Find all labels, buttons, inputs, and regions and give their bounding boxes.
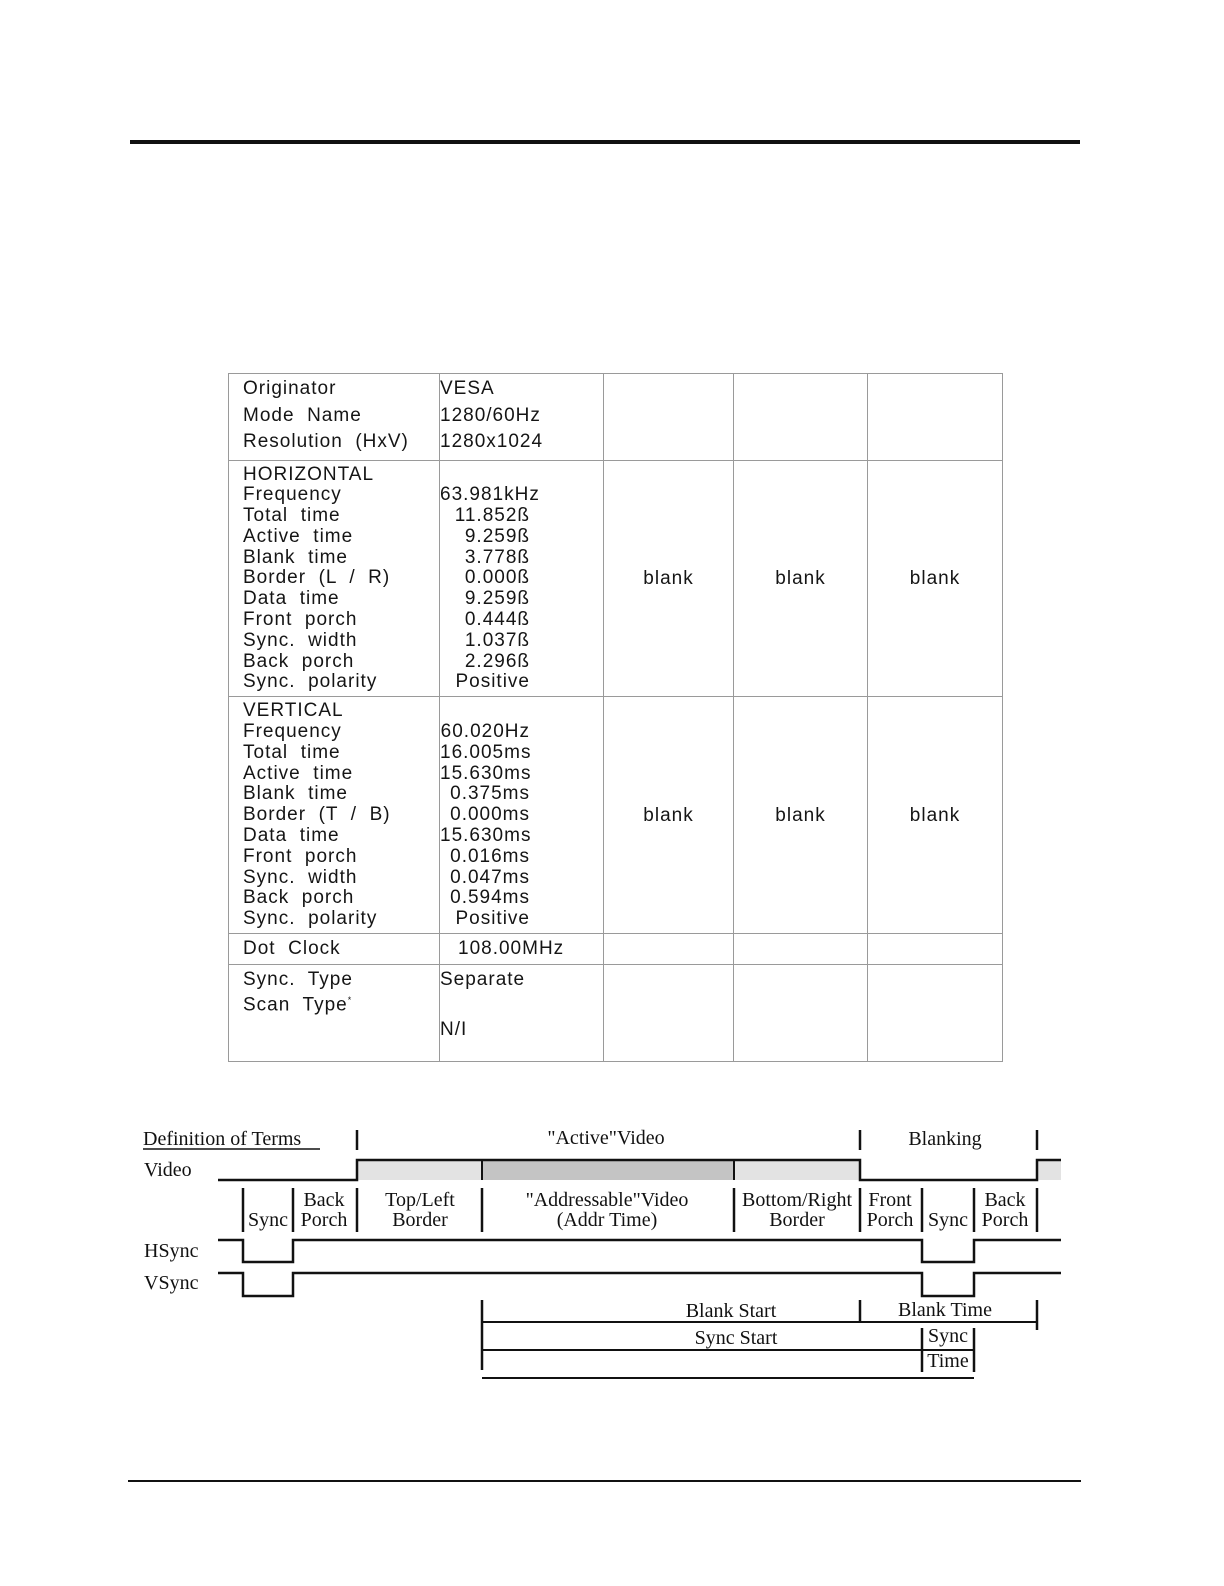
v-label: Active time bbox=[243, 762, 354, 784]
back-label: Back bbox=[984, 1189, 1026, 1211]
sync-start-label: Sync Start bbox=[694, 1327, 778, 1349]
vertical-values bbox=[440, 697, 604, 934]
v-value: Positive bbox=[455, 908, 530, 930]
blank-cell: blank bbox=[868, 460, 1003, 697]
timing-table bbox=[228, 373, 1003, 1062]
v-label: Back porch bbox=[243, 887, 355, 909]
empty-cell bbox=[734, 934, 868, 965]
blank-cell: blank bbox=[604, 697, 734, 934]
hsync-signal-line bbox=[218, 1240, 1061, 1262]
blank-cell: blank bbox=[868, 697, 1003, 934]
h-value: 11.852ß bbox=[454, 505, 530, 527]
active-video-label: "Active"Video bbox=[547, 1127, 665, 1149]
value-resolution: 1280x1024 bbox=[440, 431, 544, 452]
porch-label: Porch bbox=[866, 1209, 914, 1231]
vsync-label: VSync bbox=[144, 1272, 199, 1294]
v-value: 15.630ms bbox=[440, 762, 532, 784]
h-value: 1.037ß bbox=[464, 629, 530, 651]
table-row-vertical bbox=[229, 697, 1003, 934]
vsync-signal-line bbox=[218, 1273, 1061, 1296]
sync-label: Sync bbox=[928, 1209, 968, 1231]
v-label: Sync. polarity bbox=[243, 908, 378, 930]
back-label: Back bbox=[303, 1189, 345, 1211]
h-label: Border (L / R) bbox=[243, 567, 391, 589]
v-value: 0.594ms bbox=[450, 887, 530, 909]
v-label: Border (T / B) bbox=[243, 804, 391, 826]
bottom-rule bbox=[128, 1480, 1081, 1482]
top-left-label: Top/Left bbox=[385, 1189, 455, 1211]
v-label: Frequency bbox=[243, 721, 342, 743]
mode-values bbox=[440, 374, 604, 461]
vertical-labels bbox=[229, 697, 440, 934]
v-label: Sync. width bbox=[243, 866, 358, 888]
empty-cell bbox=[604, 934, 734, 965]
blank-cell: blank bbox=[734, 697, 868, 934]
blank-start-label: Blank Start bbox=[685, 1300, 777, 1322]
next-video-bar bbox=[1037, 1160, 1061, 1180]
footnote-mark: * bbox=[347, 995, 353, 1006]
definition-of-terms-heading: Definition of Terms bbox=[143, 1128, 302, 1150]
horizontal-values bbox=[440, 460, 604, 697]
top-rule bbox=[130, 140, 1080, 144]
blank-cell: blank bbox=[604, 460, 734, 697]
value-sync-type: Separate bbox=[440, 969, 526, 991]
h-value: 0.000ß bbox=[464, 567, 530, 589]
h-label: Sync. polarity bbox=[243, 671, 378, 693]
bottom-right-label: Bottom/Right bbox=[741, 1189, 853, 1211]
table-row-horizontal bbox=[229, 460, 1003, 697]
v-value: 15.630ms bbox=[440, 825, 532, 847]
empty-cell bbox=[734, 965, 868, 1062]
v-value: 0.016ms bbox=[450, 845, 530, 867]
vertical-title: VERTICAL bbox=[243, 700, 344, 722]
h-label: Frequency bbox=[243, 484, 342, 506]
v-value: 60.020Hz bbox=[440, 721, 530, 743]
empty-cell bbox=[604, 965, 734, 1062]
v-value: 0.375ms bbox=[450, 783, 530, 805]
h-value: 9.259ß bbox=[464, 588, 530, 610]
addressable-video-label: "Addressable"Video bbox=[525, 1189, 689, 1211]
blank-time-label: Blank Time bbox=[898, 1299, 992, 1321]
empty-cell bbox=[868, 965, 1003, 1062]
sync-time-time-label: Time bbox=[927, 1350, 969, 1372]
addr-time-label: (Addr Time) bbox=[556, 1209, 658, 1231]
value-scan-type: N/I bbox=[440, 1019, 468, 1041]
h-label: Active time bbox=[243, 525, 354, 547]
table-row-sync-type bbox=[229, 965, 1003, 1062]
h-label: Total time bbox=[243, 505, 341, 527]
empty-cell bbox=[868, 374, 1003, 461]
porch-label: Porch bbox=[981, 1209, 1029, 1231]
porch-label: Porch bbox=[300, 1209, 348, 1231]
label-originator: Originator bbox=[243, 378, 337, 399]
blanking-label: Blanking bbox=[908, 1128, 982, 1150]
value-dot-clock: 108.00MHz bbox=[458, 938, 565, 960]
label-dot-clock: Dot Clock bbox=[243, 938, 341, 960]
front-label: Front bbox=[868, 1189, 912, 1211]
empty-cell bbox=[868, 934, 1003, 965]
bottom-right-border-bar bbox=[734, 1160, 860, 1180]
v-label: Data time bbox=[243, 825, 340, 847]
table-row-mode bbox=[229, 374, 1003, 461]
v-label: Front porch bbox=[243, 845, 358, 867]
v-value: 16.005ms bbox=[440, 741, 532, 763]
label-sync-type: Sync. Type bbox=[243, 969, 353, 991]
table-row-dot-clock bbox=[229, 934, 1003, 965]
top-left-border-bar bbox=[357, 1160, 482, 1180]
h-label: Front porch bbox=[243, 609, 358, 631]
v-value: 0.000ms bbox=[450, 804, 530, 826]
h-label: Back porch bbox=[243, 650, 355, 672]
blank-cell: blank bbox=[734, 460, 868, 697]
h-label: Blank time bbox=[243, 546, 348, 568]
h-value: 9.259ß bbox=[464, 525, 530, 547]
v-value: 0.047ms bbox=[450, 866, 530, 888]
h-value: 63.981kHz bbox=[440, 484, 540, 506]
border-label: Border bbox=[392, 1209, 448, 1231]
h-label: Sync. width bbox=[243, 629, 358, 651]
h-value: Positive bbox=[455, 671, 530, 693]
h-value: 2.296ß bbox=[464, 650, 530, 672]
label-resolution: Resolution (HxV) bbox=[243, 431, 409, 452]
sync-label: Sync bbox=[248, 1209, 288, 1231]
value-mode-name: 1280/60Hz bbox=[440, 404, 541, 426]
empty-cell bbox=[734, 374, 868, 461]
value-originator: VESA bbox=[440, 378, 495, 399]
mode-labels bbox=[229, 374, 440, 461]
horizontal-labels bbox=[229, 460, 440, 697]
timing-diagram bbox=[0, 1110, 1224, 1390]
h-label: Data time bbox=[243, 588, 340, 610]
empty-cell bbox=[604, 374, 734, 461]
h-value: 0.444ß bbox=[464, 609, 530, 631]
label-scan-type: Scan Type bbox=[243, 994, 348, 1016]
horizontal-title: HORIZONTAL bbox=[243, 463, 375, 485]
video-label: Video bbox=[144, 1159, 192, 1181]
h-value: 3.778ß bbox=[464, 546, 530, 568]
v-label: Total time bbox=[243, 741, 341, 763]
v-label: Blank time bbox=[243, 783, 348, 805]
hsync-label: HSync bbox=[144, 1240, 199, 1262]
border-label: Border bbox=[769, 1209, 825, 1231]
label-mode-name: Mode Name bbox=[243, 404, 362, 426]
sync-time-sync-label: Sync bbox=[928, 1325, 968, 1347]
addressable-video-bar bbox=[482, 1160, 734, 1180]
